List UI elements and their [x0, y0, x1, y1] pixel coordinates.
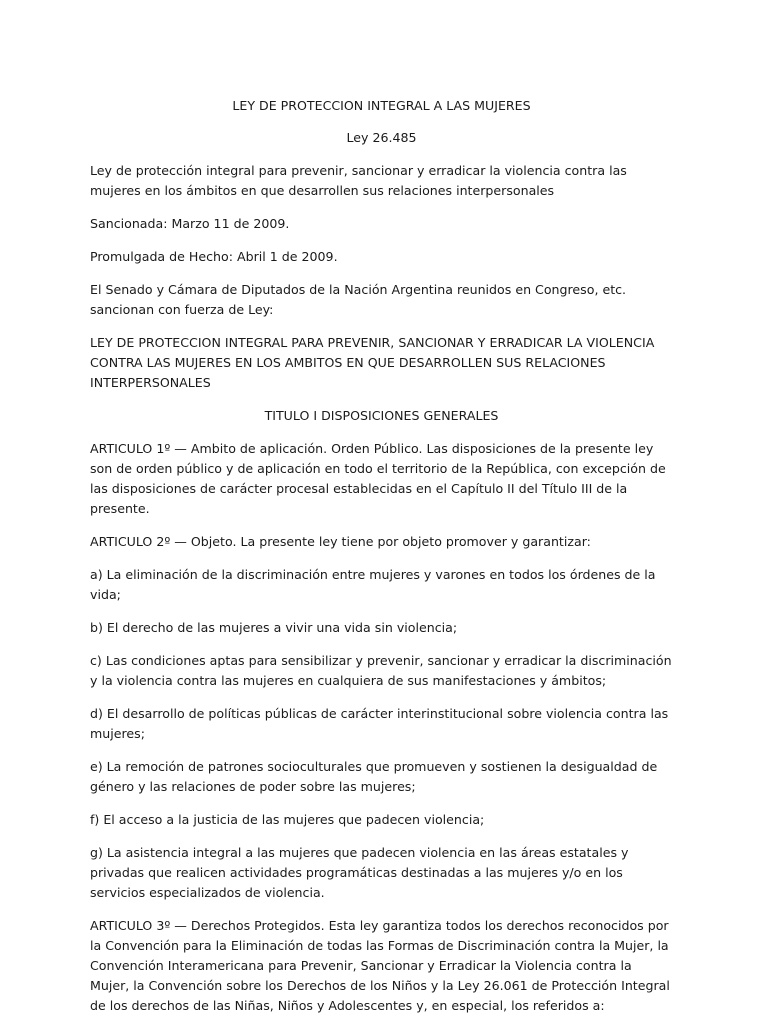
articulo-1: ARTICULO 1º — Ambito de aplicación. Orden Público. Las disposiciones de la presente ley son de orden público y de aplicación en todo el territorio de la República, con excepción de las disposiciones de carácter procesal establecidas en el Capítulo II del Título III de la presente. — [90, 441, 666, 516]
sancionada-date: Sancionada: Marzo 11 de 2009. — [90, 216, 290, 231]
promulgada-date: Promulgada de Hecho: Abril 1 de 2009. — [90, 249, 338, 264]
list-item-b: b) El derecho de las mujeres a vivir una vida sin violencia; — [90, 620, 458, 635]
articulo-2: ARTICULO 2º — Objeto. La presente ley tiene por objeto promover y garantizar: — [90, 534, 591, 549]
list-item-e: e) La remoción de patrones socioculturales que promueven y sostienen la desigualdad de género y las relaciones de poder sobre las mujeres; — [90, 759, 658, 794]
law-description: Ley de protección integral para prevenir, sancionar y erradicar la violencia contra las mujeres en los ámbitos en que desarrollen sus relaciones interpersonales — [90, 163, 627, 198]
titulo-heading: TITULO I DISPOSICIONES GENERALES — [264, 408, 499, 423]
list-item-d: d) El desarrollo de políticas públicas de carácter interinstitucional sobre violencia contra las mujeres; — [90, 706, 669, 741]
list-item-a: a) La eliminación de la discriminación entre mujeres y varones en todos los órdenes de la vida; — [90, 567, 656, 602]
document-title: LEY DE PROTECCION INTEGRAL A LAS MUJERES — [232, 98, 531, 113]
law-heading: LEY DE PROTECCION INTEGRAL PARA PREVENIR, SANCIONAR Y ERRADICAR LA VIOLENCIA CONTRA LAS MUJERES EN LOS AMBITOS EN QUE DESARROLLEN SUS RELACIONES INTERPERSONALES — [90, 335, 655, 390]
preamble: El Senado y Cámara de Diputados de la Nación Argentina reunidos en Congreso, etc. sancionan con fuerza de Ley: — [90, 282, 627, 317]
articulo-3: ARTICULO 3º — Derechos Protegidos. Esta ley garantiza todos los derechos reconocidos por la Convención para la Eliminación de todas las Formas de Discriminación contra la Mujer, la Convención Interamericana para Prevenir, Sancionar y Erradicar la Violencia contra la Mujer, la Convención sobre los Derechos de los Niños y la Ley 26.061 de Protección Integral de los derechos de las Niñas, Niños y Adolescentes y, en especial, los referidos a: — [90, 918, 670, 1013]
list-item-f: f) El acceso a la justicia de las mujeres que padecen violencia; — [90, 812, 485, 827]
document-subtitle: Ley 26.485 — [346, 130, 417, 145]
list-item-c: c) Las condiciones aptas para sensibilizar y prevenir, sancionar y erradicar la discriminación y la violencia contra las mujeres en cualquiera de sus manifestaciones y ámbitos; — [90, 653, 672, 688]
list-item-g: g) La asistencia integral a las mujeres que padecen violencia en las áreas estatales y privadas que realicen actividades programáticas destinadas a las mujeres y/o en los servicios especializados de violencia. — [90, 845, 629, 900]
